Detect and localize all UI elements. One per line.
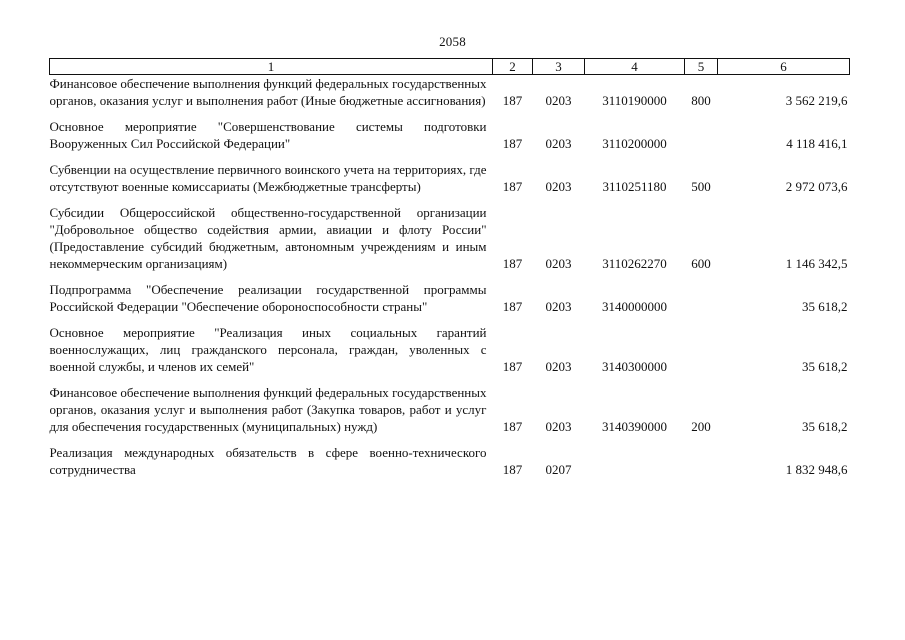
row-amount: 35 618,2 xyxy=(802,299,848,314)
row-col-5: 800 xyxy=(691,93,711,108)
row-col-2: 187 xyxy=(502,136,523,151)
row-name: Подпрограмма "Обеспечение реализации государственной программы Российской Федерации "Обеспечение обороноспособности страны" xyxy=(49,282,487,314)
table-row xyxy=(50,375,850,435)
table-header xyxy=(50,59,850,75)
row-col-3: 0203 xyxy=(545,179,572,194)
row-col-3: 0203 xyxy=(545,93,572,108)
table-row xyxy=(50,152,850,195)
row-col-2: 187 xyxy=(502,359,523,374)
row-col-2: 187 xyxy=(502,419,523,434)
row-name: Реализация международных обязательств в сфере военно-технического сотрудничества xyxy=(49,445,487,477)
budget-table xyxy=(49,58,850,478)
header-col-1: 1 xyxy=(50,59,493,75)
row-col-4: 3110262270 xyxy=(602,256,667,271)
row-col-5: 600 xyxy=(691,256,711,271)
row-amount: 1 832 948,6 xyxy=(785,462,848,477)
row-col-4: 3140000000 xyxy=(602,299,667,314)
header-row xyxy=(50,59,850,75)
row-col-3: 0203 xyxy=(545,359,572,374)
row-col-4: 3110190000 xyxy=(602,93,667,108)
row-col-3: 0203 xyxy=(545,256,572,271)
header-col-5: 5 xyxy=(685,59,718,75)
row-col-5: 200 xyxy=(691,419,711,434)
row-col-3: 0207 xyxy=(545,462,572,477)
row-col-3: 0203 xyxy=(545,299,572,314)
row-col-5 xyxy=(685,315,718,375)
header-col-2: 2 xyxy=(493,59,533,75)
row-col-2: 187 xyxy=(502,299,523,314)
row-amount: 3 562 219,6 xyxy=(785,93,848,108)
table-row xyxy=(50,75,850,110)
header-col-3: 3 xyxy=(533,59,585,75)
row-col-2: 187 xyxy=(502,93,523,108)
row-amount: 2 972 073,6 xyxy=(785,179,848,194)
row-col-4: 3140390000 xyxy=(602,419,667,434)
row-col-4: 3110200000 xyxy=(602,136,667,151)
table-row xyxy=(50,315,850,375)
row-col-3: 0203 xyxy=(545,136,572,151)
row-col-5: 500 xyxy=(691,179,711,194)
table-row xyxy=(50,435,850,478)
row-name: Финансовое обеспечение выполнения функций федеральных государственных органов, оказания услуг и выполнения работ (Закупка товаров, работ и услуг для обеспечения государственных (муниципальных) нужд) xyxy=(49,385,487,434)
row-name: Основное мероприятие "Совершенствование системы подготовки Вооруженных Сил Российской Федерации" xyxy=(49,119,487,151)
header-col-6: 6 xyxy=(718,59,850,75)
row-col-4 xyxy=(585,435,685,478)
row-col-2: 187 xyxy=(502,256,523,271)
row-col-5 xyxy=(685,435,718,478)
row-name: Субсидии Общероссийской общественно-государственной организации "Добровольное общество содействия армии, авиации и флоту России" (Предоставление субсидий бюджетным, автономным учреждениям и иным некоммерческим организациям) xyxy=(49,205,487,271)
table-row xyxy=(50,272,850,315)
row-col-4: 3110251180 xyxy=(602,179,667,194)
row-name: Основное мероприятие "Реализация иных социальных гарантий военнослужащих, лиц гражданского персонала, граждан, уволенных с военной службы, и членов их семей" xyxy=(49,325,487,374)
table-row xyxy=(50,109,850,152)
row-col-5 xyxy=(685,272,718,315)
row-col-4: 3140300000 xyxy=(602,359,667,374)
row-col-3: 0203 xyxy=(545,419,572,434)
table-body xyxy=(50,75,850,479)
row-amount: 35 618,2 xyxy=(802,359,848,374)
row-amount: 1 146 342,5 xyxy=(785,256,848,271)
page-number: 2058 xyxy=(439,34,466,49)
row-amount: 4 118 416,1 xyxy=(786,136,848,151)
table-row xyxy=(50,195,850,272)
row-col-2: 187 xyxy=(502,179,523,194)
row-col-5 xyxy=(685,109,718,152)
header-col-4: 4 xyxy=(585,59,685,75)
row-name: Финансовое обеспечение выполнения функций федеральных государственных органов, оказания услуг и выполнения работ (Иные бюджетные ассигнования) xyxy=(49,76,487,108)
row-name: Субвенции на осуществление первичного воинского учета на территориях, где отсутствуют военные комиссариаты (Межбюджетные трансферты) xyxy=(49,162,487,194)
row-amount: 35 618,2 xyxy=(802,419,848,434)
row-col-2: 187 xyxy=(502,462,523,477)
